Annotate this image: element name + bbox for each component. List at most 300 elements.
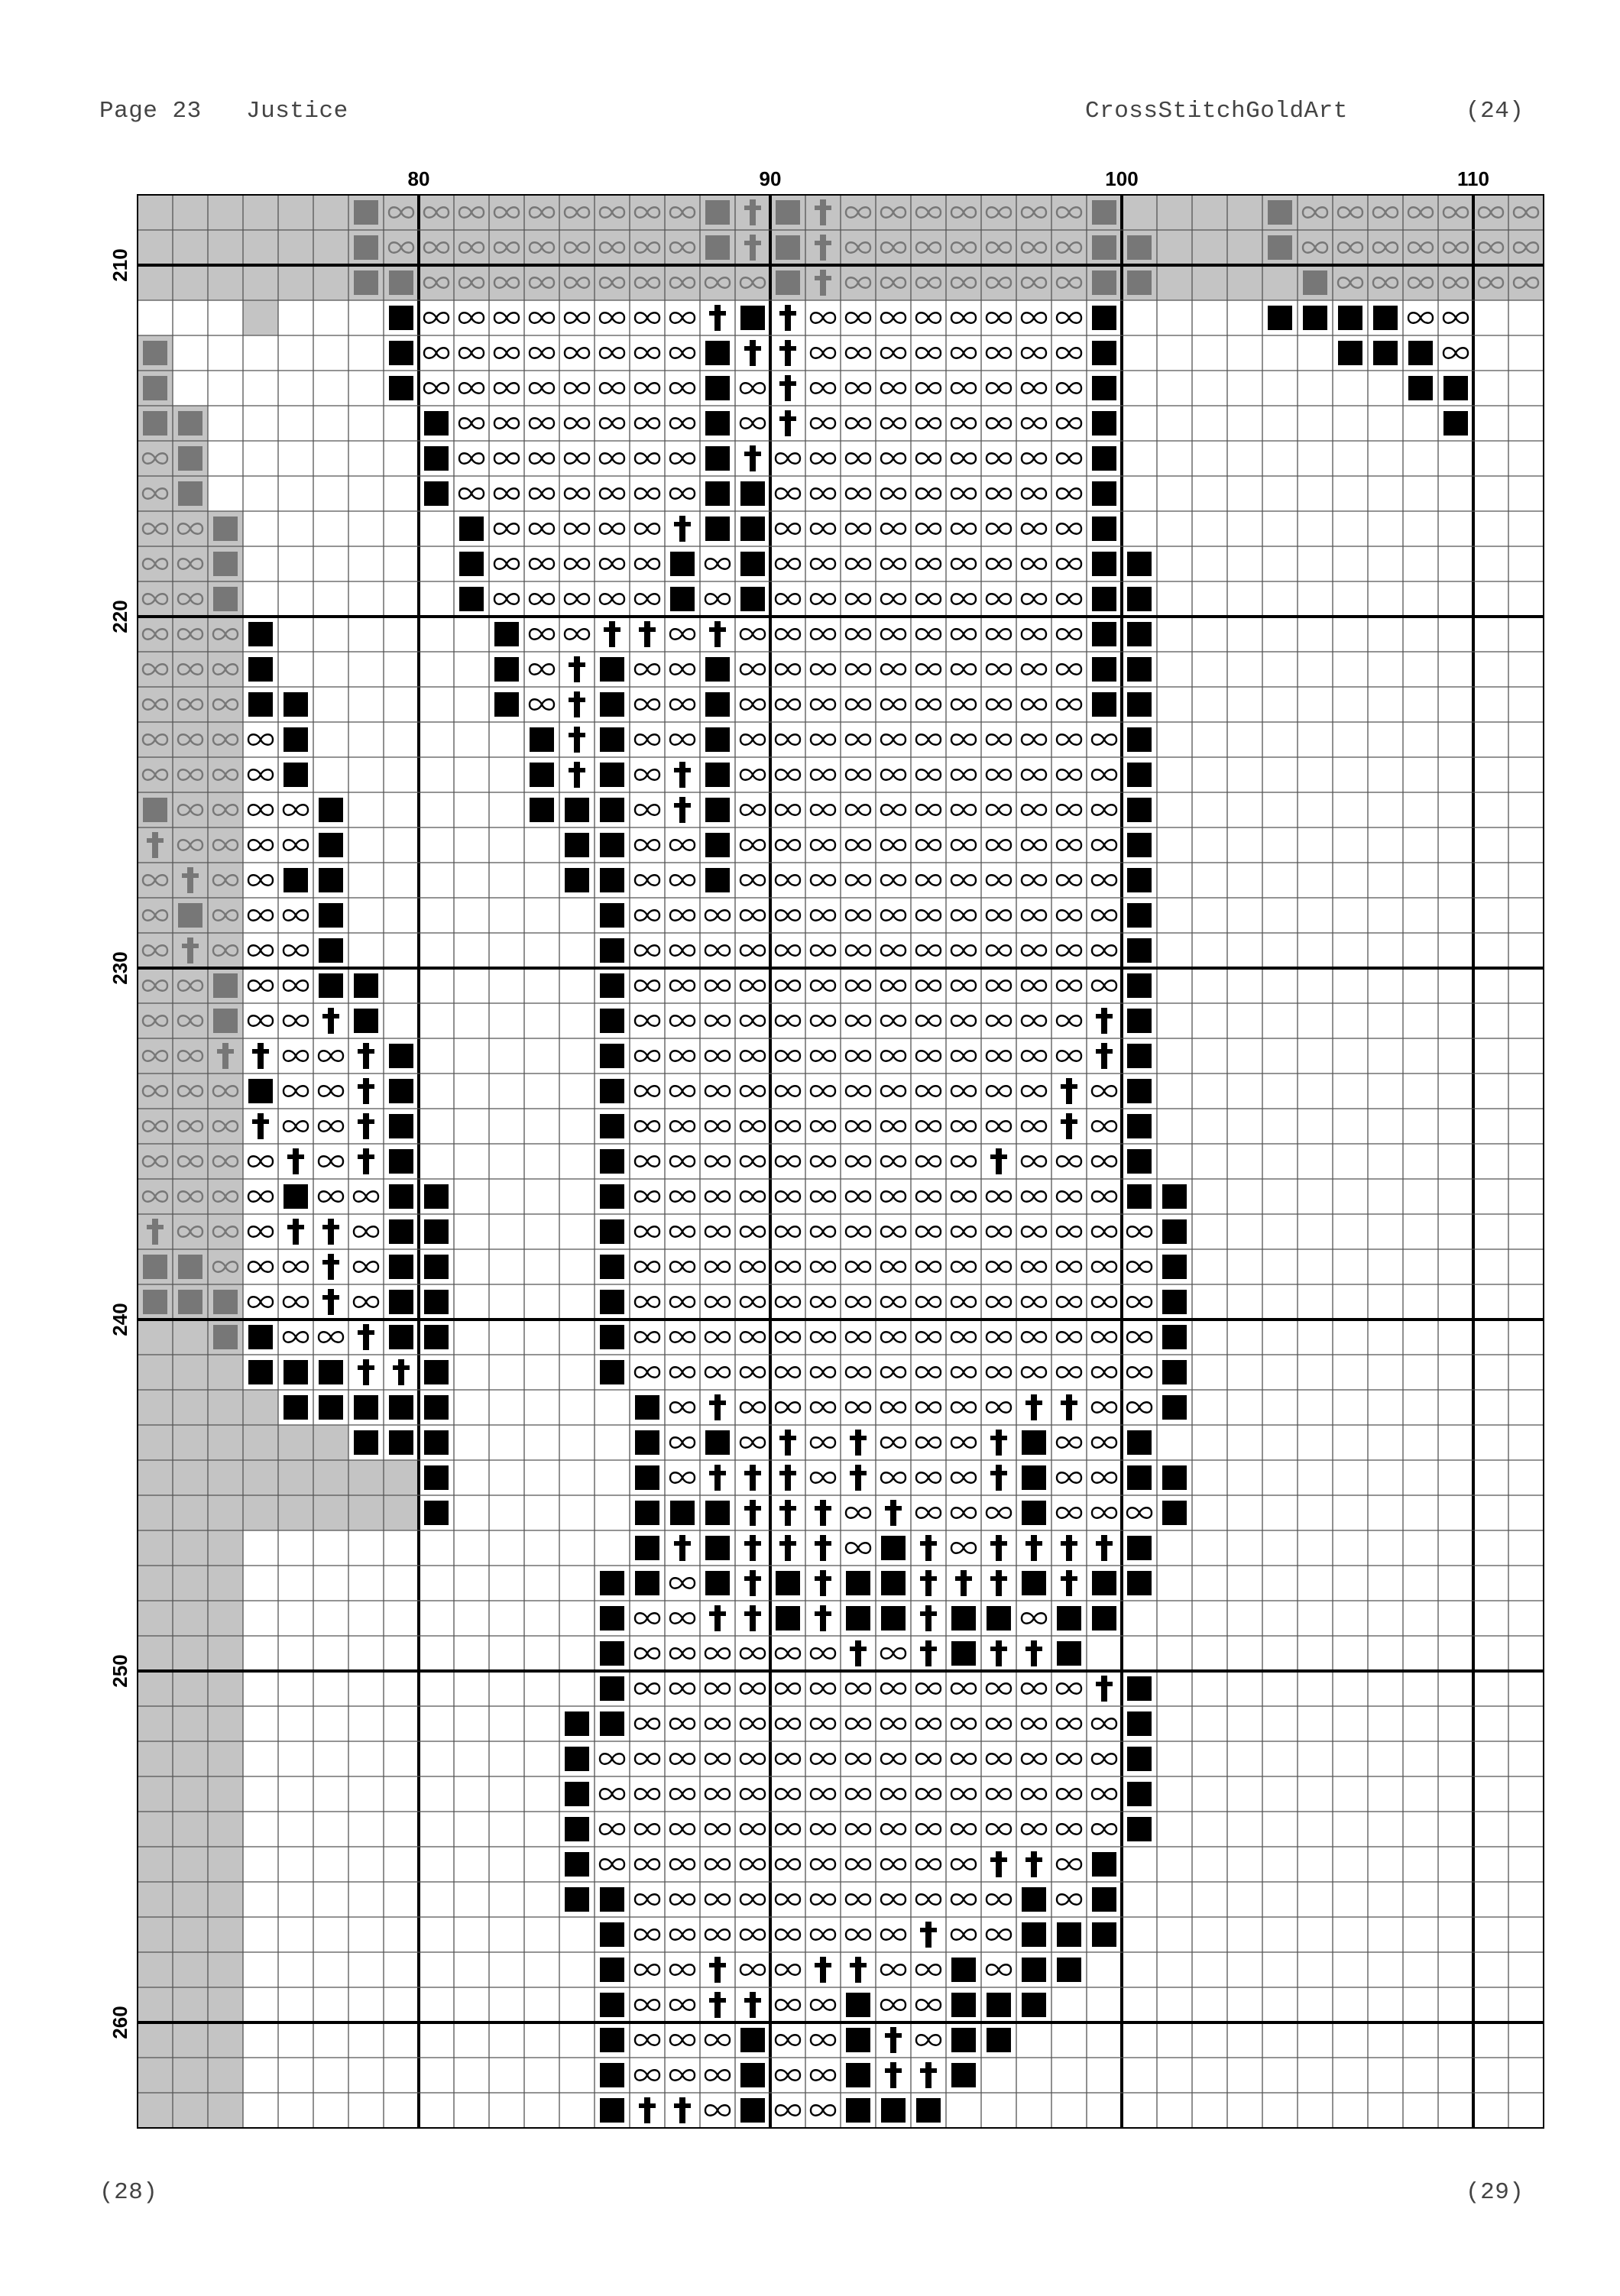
stitch-square	[1092, 235, 1116, 260]
stitch-cross	[569, 733, 585, 737]
stitch-square	[178, 411, 202, 436]
stitch-cross	[815, 1541, 831, 1546]
stitch-cross	[779, 416, 796, 421]
stitch-square	[951, 1641, 976, 1666]
stitch-cross	[855, 1957, 861, 1983]
shaded-cell	[173, 1847, 208, 1882]
stitch-square	[565, 1887, 589, 1912]
shaded-cell	[1262, 265, 1298, 300]
stitch-square	[213, 552, 238, 576]
shaded-cell	[138, 2058, 173, 2093]
stitch-square	[1162, 1360, 1187, 1384]
stitch-square	[178, 446, 202, 471]
stitch-square	[635, 1571, 659, 1595]
stitch-cross	[996, 1465, 1002, 1491]
stitch-cross	[779, 1506, 796, 1511]
stitch-square	[1127, 1079, 1152, 1103]
stitch-square	[1443, 376, 1468, 400]
stitch-square	[600, 1887, 624, 1912]
shaded-cell	[208, 1706, 243, 1741]
stitch-square	[213, 517, 238, 541]
stitch-cross	[815, 1576, 831, 1581]
stitch-cross	[709, 1471, 726, 1475]
stitch-square	[1022, 1430, 1046, 1455]
stitch-square	[846, 1571, 870, 1595]
stitch-square	[1127, 1465, 1152, 1490]
stitch-cross	[328, 1008, 334, 1034]
stitch-square	[389, 1149, 413, 1174]
stitch-cross	[744, 1541, 761, 1546]
stitch-square	[319, 798, 343, 822]
stitch-cross	[709, 1611, 726, 1616]
stitch-square	[213, 1009, 238, 1033]
stitch-square	[1127, 1711, 1152, 1736]
stitch-cross	[820, 235, 826, 261]
brand-name: CrossStitchGoldArt	[1085, 98, 1348, 125]
stitch-square	[389, 1044, 413, 1068]
column-label: 80	[407, 167, 430, 190]
stitch-cross	[925, 1640, 932, 1666]
stitch-square	[705, 481, 730, 506]
shaded-cell	[313, 230, 348, 265]
stitch-square	[705, 657, 730, 682]
stitch-square	[705, 1571, 730, 1595]
stitch-cross	[855, 1640, 861, 1666]
stitch-square	[600, 1149, 624, 1174]
stitch-cross	[920, 1576, 937, 1581]
shaded-cell	[208, 2093, 243, 2128]
stitch-cross	[1061, 1541, 1077, 1546]
shaded-cell	[348, 1460, 384, 1495]
stitch-cross	[1066, 1113, 1072, 1139]
stitch-cross	[990, 1154, 1007, 1159]
stitch-square	[213, 973, 238, 998]
row-label: 220	[109, 600, 131, 633]
shaded-cell	[208, 195, 243, 230]
stitch-square	[1022, 1958, 1046, 1982]
shaded-cell	[208, 1355, 243, 1390]
shaded-cell	[138, 2093, 173, 2128]
stitch-square	[143, 411, 167, 436]
stitch-cross	[996, 1851, 1002, 1877]
shaded-cell	[173, 1495, 208, 1530]
stitch-cross	[609, 621, 615, 647]
stitch-square	[1373, 306, 1398, 330]
stitch-square	[705, 341, 730, 365]
stitch-cross	[815, 1506, 831, 1511]
stitch-cross	[322, 1260, 339, 1265]
stitch-square	[1338, 306, 1362, 330]
shaded-cell	[1192, 265, 1227, 300]
stitch-square	[319, 868, 343, 892]
stitch-cross	[850, 1647, 867, 1651]
stitch-square	[951, 1606, 976, 1631]
stitch-cross	[750, 1465, 756, 1491]
stitch-square	[1127, 270, 1152, 295]
stitch-square	[459, 517, 484, 541]
stitch-square	[600, 1360, 624, 1384]
stitch-cross	[1096, 1682, 1113, 1686]
stitch-square	[213, 1290, 238, 1314]
stitch-square	[319, 833, 343, 857]
stitch-cross	[820, 199, 826, 225]
shaded-cell	[173, 195, 208, 230]
stitch-square	[1127, 1676, 1152, 1701]
stitch-square	[600, 1641, 624, 1666]
stitch-square	[1127, 622, 1152, 646]
stitch-square	[600, 1009, 624, 1033]
shaded-cell	[138, 1390, 173, 1425]
stitch-square	[354, 1430, 378, 1455]
stitch-square	[1162, 1290, 1187, 1314]
shaded-cell	[173, 1812, 208, 1847]
stitch-cross	[779, 1436, 796, 1440]
stitch-square	[1408, 376, 1433, 400]
shaded-cell	[313, 1425, 348, 1460]
stitch-cross	[322, 1225, 339, 1229]
shaded-cell	[208, 1882, 243, 1917]
shaded-cell	[138, 1987, 173, 2022]
stitch-square	[600, 1079, 624, 1103]
stitch-square	[705, 517, 730, 541]
stitch-square	[987, 2028, 1011, 2052]
stitch-square	[248, 1079, 273, 1103]
shaded-cell	[208, 1776, 243, 1812]
stitch-cross	[363, 1148, 369, 1174]
stitch-square	[600, 1571, 624, 1595]
shaded-cell	[243, 230, 278, 265]
shaded-cell	[208, 230, 243, 265]
stitch-square	[565, 1747, 589, 1771]
stitch-square	[740, 552, 765, 576]
stitch-square	[740, 517, 765, 541]
stitch-square	[459, 587, 484, 611]
stitch-cross	[990, 1436, 1007, 1440]
shaded-cell	[173, 1882, 208, 1917]
shaded-cell	[243, 265, 278, 300]
stitch-cross	[815, 1963, 831, 1967]
stitch-cross	[709, 1998, 726, 2003]
stitch-square	[530, 727, 554, 752]
stitch-square	[565, 1817, 589, 1841]
stitch-square	[424, 1184, 449, 1209]
stitch-square	[776, 1571, 800, 1595]
stitch-square	[705, 411, 730, 436]
stitch-square	[705, 1536, 730, 1560]
stitch-cross	[750, 1992, 756, 2018]
stitch-square	[389, 1290, 413, 1314]
stitch-cross	[1031, 1851, 1037, 1877]
stitch-square	[284, 1395, 308, 1420]
stitch-cross	[750, 445, 756, 471]
shaded-cell	[208, 1636, 243, 1671]
stitch-cross	[990, 1471, 1007, 1475]
shaded-cell	[173, 1741, 208, 1776]
stitch-cross	[890, 2062, 896, 2088]
stitch-square	[1127, 833, 1152, 857]
stitch-square	[1022, 1922, 1046, 1947]
stitch-cross	[674, 1541, 691, 1546]
stitch-square	[1022, 1887, 1046, 1912]
stitch-cross	[996, 1640, 1002, 1666]
stitch-square	[846, 2028, 870, 2052]
footer-left-page-number: (28)	[99, 2179, 158, 2206]
stitch-cross	[358, 1330, 374, 1335]
stitch-cross	[920, 2068, 937, 2073]
stitch-cross	[885, 2033, 902, 2038]
shaded-cell	[138, 1636, 173, 1671]
shaded-cell	[173, 1460, 208, 1495]
stitch-cross	[322, 1295, 339, 1300]
stitch-square	[1127, 1817, 1152, 1841]
stitch-square	[565, 833, 589, 857]
stitch-square	[354, 270, 378, 295]
stitch-cross	[744, 1611, 761, 1616]
stitch-square	[1127, 1571, 1152, 1595]
shaded-cell	[138, 1847, 173, 1882]
shaded-cell	[173, 1671, 208, 1706]
stitch-square	[424, 446, 449, 471]
stitch-cross	[679, 2097, 685, 2123]
shaded-cell	[173, 1390, 208, 1425]
stitch-cross	[750, 1535, 756, 1561]
stitch-square	[600, 833, 624, 857]
shaded-cell	[173, 230, 208, 265]
stitch-cross	[393, 1365, 410, 1370]
stitch-cross	[785, 410, 791, 436]
stitch-cross	[744, 241, 761, 245]
stitch-square	[951, 1993, 976, 2017]
shaded-cell	[138, 1425, 173, 1460]
stitch-square	[354, 973, 378, 998]
stitch-square	[389, 341, 413, 365]
stitch-square	[1022, 1571, 1046, 1595]
shaded-cell	[138, 265, 173, 300]
stitch-cross	[363, 1078, 369, 1104]
stitch-square	[600, 657, 624, 682]
stitch-square	[1057, 1606, 1081, 1631]
stitch-square	[600, 1606, 624, 1631]
stitch-square	[178, 1255, 202, 1279]
stitch-cross	[925, 1605, 932, 1631]
shaded-cell	[138, 1601, 173, 1636]
stitch-square	[1092, 692, 1116, 717]
stitch-cross	[222, 1043, 228, 1069]
shaded-cell	[1192, 195, 1227, 230]
stitch-square	[600, 1993, 624, 2017]
column-label: 100	[1105, 167, 1139, 190]
stitch-cross	[639, 2103, 656, 2108]
shaded-cell	[173, 1320, 208, 1355]
stitch-square	[1092, 587, 1116, 611]
stitch-square	[565, 1711, 589, 1736]
stitch-square	[1162, 1184, 1187, 1209]
stitch-square	[354, 235, 378, 260]
stitch-square	[284, 1184, 308, 1209]
stitch-cross	[1031, 1640, 1037, 1666]
stitch-square	[740, 481, 765, 506]
stitch-square	[881, 1606, 906, 1631]
stitch-cross	[358, 1049, 374, 1054]
shaded-cell	[243, 1460, 278, 1495]
stitch-cross	[785, 340, 791, 366]
stitch-cross	[358, 1119, 374, 1124]
stitch-cross	[574, 691, 580, 717]
stitch-cross	[1066, 1078, 1072, 1104]
stitch-square	[600, 1922, 624, 1947]
shaded-cell	[138, 1530, 173, 1566]
stitch-square	[776, 270, 800, 295]
shaded-cell	[208, 1495, 243, 1530]
stitch-cross	[920, 1541, 937, 1546]
stitch-square	[1408, 341, 1433, 365]
stitch-square	[1303, 270, 1327, 295]
stitch-square	[600, 868, 624, 892]
stitch-cross	[820, 1605, 826, 1631]
stitch-square	[705, 692, 730, 717]
stitch-cross	[815, 206, 831, 210]
stitch-square	[354, 1009, 378, 1033]
stitch-square	[389, 1430, 413, 1455]
stitch-square	[565, 1852, 589, 1877]
stitch-cross	[750, 1500, 756, 1526]
stitch-square	[1373, 341, 1398, 365]
stitch-cross	[358, 1084, 374, 1089]
stitch-square	[389, 376, 413, 400]
stitch-square	[1092, 1606, 1116, 1631]
stitch-square	[1092, 200, 1116, 225]
stitch-square	[1022, 1993, 1046, 2017]
stitch-square	[424, 1219, 449, 1244]
shaded-cell	[243, 1425, 278, 1460]
shaded-cell	[348, 1495, 384, 1530]
stitch-square	[705, 868, 730, 892]
stitch-square	[600, 938, 624, 963]
stitch-square	[424, 1395, 449, 1420]
stitch-cross	[293, 1219, 299, 1245]
stitch-square	[319, 1395, 343, 1420]
stitch-square	[1162, 1465, 1187, 1490]
stitch-cross	[287, 1154, 304, 1159]
stitch-square	[1127, 1536, 1152, 1560]
stitch-cross	[750, 1605, 756, 1631]
stitch-cross	[996, 1535, 1002, 1561]
stitch-cross	[1066, 1535, 1072, 1561]
shaded-cell	[208, 1741, 243, 1776]
stitch-square	[600, 798, 624, 822]
stitch-cross	[779, 381, 796, 386]
shaded-cell	[384, 1495, 419, 1530]
stitch-cross	[363, 1359, 369, 1385]
stitch-square	[1092, 376, 1116, 400]
stitch-square	[600, 2063, 624, 2087]
stitch-square	[143, 1290, 167, 1314]
stitch-square	[1127, 798, 1152, 822]
stitch-square	[1092, 411, 1116, 436]
shaded-cell	[173, 1425, 208, 1460]
stitch-square	[284, 1360, 308, 1384]
stitch-square	[424, 1360, 449, 1384]
stitch-square	[846, 1606, 870, 1631]
stitch-cross	[714, 1957, 721, 1983]
shaded-cell	[313, 265, 348, 300]
shaded-cell	[138, 1320, 173, 1355]
stitch-square	[600, 1044, 624, 1068]
shaded-cell	[173, 1566, 208, 1601]
shaded-cell	[1122, 195, 1157, 230]
stitch-square	[494, 657, 519, 682]
stitch-cross	[152, 1219, 158, 1245]
stitch-square	[600, 1255, 624, 1279]
stitch-cross	[674, 768, 691, 772]
stitch-cross	[328, 1254, 334, 1280]
stitch-square	[143, 1255, 167, 1279]
stitch-square	[178, 481, 202, 506]
stitch-square	[635, 1430, 659, 1455]
stitch-cross	[996, 1148, 1002, 1174]
shaded-cell	[1157, 195, 1192, 230]
stitch-square	[389, 1395, 413, 1420]
stitch-cross	[714, 1465, 721, 1491]
stitch-square	[424, 1465, 449, 1490]
stitch-square	[740, 2098, 765, 2123]
row-label: 210	[109, 248, 131, 282]
shaded-cell	[173, 1530, 208, 1566]
stitch-square	[881, 1571, 906, 1595]
stitch-cross	[885, 1506, 902, 1511]
stitch-cross	[574, 727, 580, 753]
shaded-cell	[243, 300, 278, 335]
shaded-cell	[208, 1566, 243, 1601]
stitch-square	[1092, 1852, 1116, 1877]
shaded-cell	[1192, 230, 1227, 265]
stitch-square	[1127, 763, 1152, 787]
stitch-square	[389, 1184, 413, 1209]
stitch-square	[1092, 1887, 1116, 1912]
shaded-cell	[138, 1812, 173, 1847]
stitch-square	[740, 306, 765, 330]
stitch-cross	[955, 1576, 972, 1581]
shaded-cell	[1227, 265, 1262, 300]
stitch-cross	[744, 1506, 761, 1511]
shaded-cell	[208, 2022, 243, 2058]
stitch-cross	[744, 1998, 761, 2003]
stitch-cross	[750, 340, 756, 366]
stitch-square	[1127, 1009, 1152, 1033]
shaded-cell	[173, 1636, 208, 1671]
stitch-cross	[714, 1605, 721, 1631]
stitch-square	[1022, 1465, 1046, 1490]
stitch-cross	[674, 2103, 691, 2108]
stitch-square	[494, 622, 519, 646]
stitch-square	[389, 1219, 413, 1244]
stitch-square	[951, 1958, 976, 1982]
stitch-cross	[855, 1430, 861, 1456]
stitch-square	[319, 973, 343, 998]
shaded-cell	[138, 1776, 173, 1812]
stitch-square	[705, 798, 730, 822]
stitch-square	[424, 411, 449, 436]
stitch-cross	[815, 276, 831, 280]
stitch-square	[1127, 903, 1152, 928]
stitch-square	[1127, 1044, 1152, 1068]
stitch-square	[424, 481, 449, 506]
stitch-cross	[1066, 1570, 1072, 1596]
shaded-cell	[278, 230, 313, 265]
stitch-square	[600, 1676, 624, 1701]
stitch-cross	[779, 346, 796, 351]
stitch-square	[740, 2028, 765, 2052]
